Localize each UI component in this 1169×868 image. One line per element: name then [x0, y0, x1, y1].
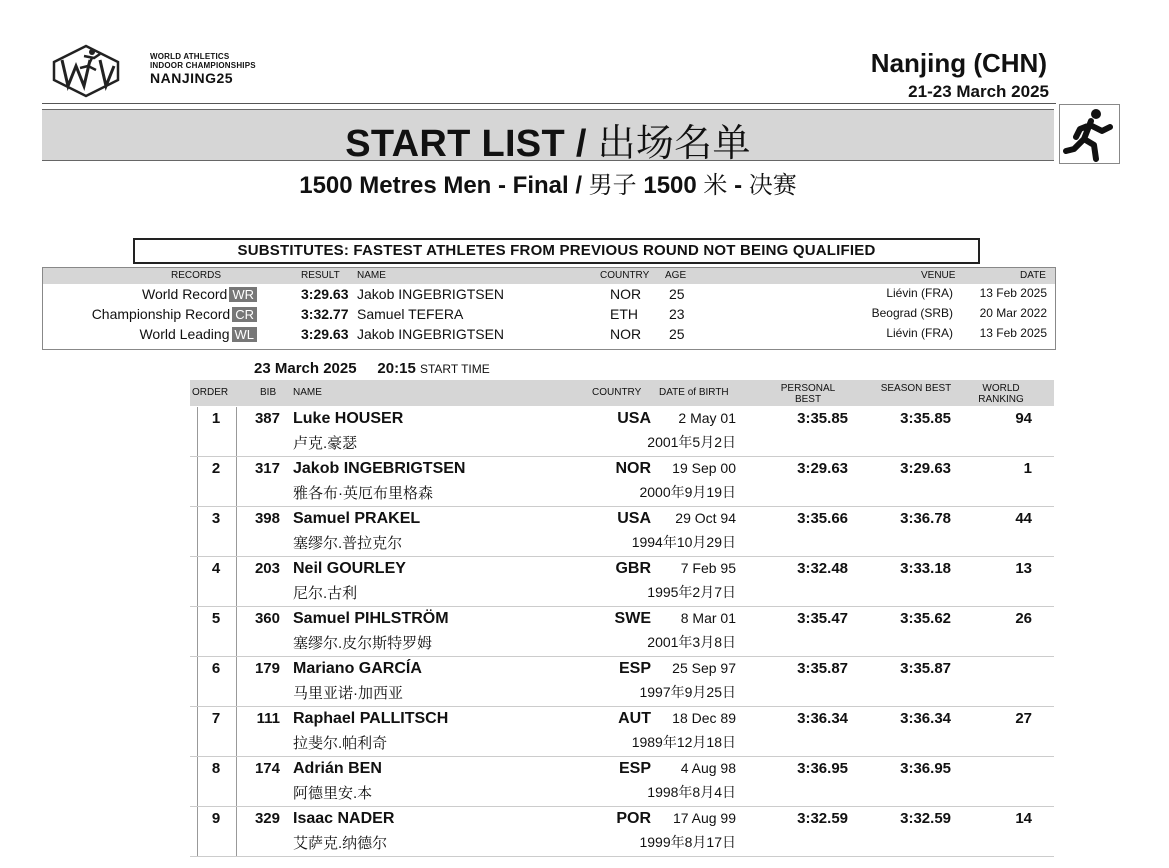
records-table	[42, 267, 1056, 350]
col-order: ORDER	[192, 387, 229, 398]
record-badge: WR	[229, 287, 257, 302]
row-bib: 360	[254, 610, 280, 627]
row-sb: 3:35.62	[900, 610, 951, 627]
row-bib: 317	[254, 460, 280, 477]
row-dob-cn: 1995年2月7日	[647, 584, 736, 600]
row-name-cn: 雅各布·英厄布里格森	[293, 485, 433, 502]
row-order: 3	[211, 510, 221, 527]
row-rank: 13	[1015, 560, 1032, 577]
record-badge: WL	[232, 327, 258, 342]
table-row	[190, 607, 1054, 657]
row-dob-cn: 2001年5月2日	[647, 434, 736, 450]
row-pb: 3:35.87	[797, 660, 848, 677]
row-name: Jakob INGEBRIGTSEN	[293, 460, 466, 477]
row-country: NOR	[615, 460, 651, 477]
start-time-value: 20:15	[377, 360, 416, 377]
record-result: 3:29.63	[301, 326, 349, 342]
record-label	[142, 286, 257, 302]
record-venue: Liévin (FRA)	[886, 326, 953, 340]
row-name-cn: 尼尔.古利	[293, 585, 358, 602]
row-dob-cn: 1998年8月4日	[647, 784, 736, 800]
row-sb: 3:29.63	[900, 460, 951, 477]
row-dob: 7 Feb 95	[680, 560, 736, 576]
row-name: Raphael PALLITSCH	[293, 710, 449, 727]
record-label-text: Championship Record	[91, 306, 231, 322]
row-rank: 44	[1015, 510, 1032, 527]
logo-text	[150, 52, 256, 86]
row-order: 8	[211, 760, 221, 777]
row-pb: 3:35.85	[797, 410, 848, 427]
row-name-cn: 卢克.豪瑟	[293, 435, 358, 452]
row-bib: 329	[254, 810, 280, 827]
header-divider	[42, 103, 1056, 104]
record-row-cr	[43, 306, 1055, 326]
record-country: ETH	[610, 306, 638, 322]
record-name: Jakob INGEBRIGTSEN	[357, 286, 505, 302]
row-sb: 3:32.59	[900, 810, 951, 827]
row-sb: 3:36.78	[900, 510, 951, 527]
row-country: ESP	[618, 660, 651, 677]
row-order: 6	[211, 660, 221, 677]
row-dob-cn: 2001年3月8日	[647, 634, 736, 650]
col-country: COUNTRY	[592, 387, 642, 398]
row-bib: 387	[254, 410, 280, 427]
col-rank: WORLD RANKING	[978, 383, 1024, 405]
row-name-cn: 塞缪尔.皮尔斯特罗姆	[293, 635, 433, 652]
record-age: 23	[669, 306, 685, 322]
table-row	[190, 507, 1054, 557]
col-name: NAME	[293, 387, 322, 398]
row-sb: 3:36.95	[900, 760, 951, 777]
row-pb: 3:32.48	[797, 560, 848, 577]
row-country: AUT	[618, 710, 651, 727]
records-col-date: DATE	[1020, 270, 1046, 281]
row-dob-cn: 2000年9月19日	[639, 484, 736, 500]
runner-icon	[1059, 104, 1120, 164]
row-rank: 14	[1015, 810, 1032, 827]
row-country: GBR	[615, 560, 651, 577]
event-title	[42, 165, 1054, 200]
row-dob-cn: 1997年9月25日	[639, 684, 736, 700]
row-country: SWE	[614, 610, 651, 627]
table-row	[190, 557, 1054, 607]
row-rank: 94	[1015, 410, 1032, 427]
start-time	[254, 360, 490, 377]
row-name-cn: 马里亚诺·加西亚	[293, 685, 403, 702]
row-order: 9	[211, 810, 221, 827]
row-name-cn: 塞缪尔.普拉克尔	[293, 535, 403, 552]
row-dob: 25 Sep 97	[672, 660, 736, 676]
row-dob: 19 Sep 00	[672, 460, 736, 476]
record-row-wr	[43, 286, 1055, 306]
record-country: NOR	[610, 326, 642, 342]
row-order: 2	[211, 460, 221, 477]
row-bib: 203	[254, 560, 280, 577]
row-sb: 3:35.87	[900, 660, 951, 677]
records-col-age: AGE	[665, 270, 687, 281]
record-age: 25	[669, 286, 685, 302]
event-title-dash: -	[734, 172, 749, 199]
row-country: USA	[617, 510, 651, 527]
row-country: POR	[616, 810, 651, 827]
table-row	[190, 707, 1054, 757]
record-name: Jakob INGEBRIGTSEN	[357, 326, 505, 342]
row-bib: 174	[254, 760, 280, 777]
row-country: USA	[617, 410, 651, 427]
row-dob: 18 Dec 89	[672, 710, 736, 726]
page-title-en: START LIST /	[345, 123, 598, 165]
start-date: 23 March 2025	[254, 360, 357, 377]
row-pb: 3:36.95	[797, 760, 848, 777]
record-badge: CR	[232, 307, 257, 322]
row-order: 7	[211, 710, 221, 727]
row-pb: 3:36.34	[797, 710, 848, 727]
col-pb: PERSONAL BEST	[780, 383, 836, 405]
record-venue: Liévin (FRA)	[886, 286, 953, 300]
row-dob-cn: 1989年12月18日	[631, 734, 736, 750]
record-date: 13 Feb 2025	[979, 286, 1047, 300]
row-sb: 3:35.85	[900, 410, 951, 427]
record-label	[139, 326, 257, 342]
row-dob: 29 Oct 94	[675, 510, 736, 526]
startlist-header	[190, 380, 1054, 406]
record-result: 3:32.77	[301, 306, 349, 322]
row-pb: 3:35.66	[797, 510, 848, 527]
row-bib: 398	[254, 510, 280, 527]
row-name: Samuel PRAKEL	[293, 510, 421, 527]
row-order: 5	[211, 610, 221, 627]
record-venue: Beograd (SRB)	[871, 306, 953, 320]
row-rank: 27	[1015, 710, 1032, 727]
row-dob-cn: 1994年10月29日	[631, 534, 736, 550]
col-bib: BIB	[260, 387, 277, 398]
row-sb: 3:36.34	[900, 710, 951, 727]
row-name: Adrián BEN	[293, 760, 382, 777]
page-title-cn: 出场名单	[597, 123, 751, 165]
record-name: Samuel TEFERA	[357, 306, 464, 322]
row-name: Samuel PIHLSTRÖM	[293, 610, 449, 627]
row-bib: 179	[254, 660, 280, 677]
record-age: 25	[669, 326, 685, 342]
col-sb: SEASON BEST	[880, 383, 952, 394]
row-pb: 3:32.59	[797, 810, 848, 827]
row-name: Neil GOURLEY	[293, 560, 406, 577]
substitutes-note: SUBSTITUTES: FASTEST ATHLETES FROM PREVIOUS ROUND NOT BEING QUALIFIED	[133, 238, 980, 264]
row-country: ESP	[618, 760, 651, 777]
row-bib: 111	[256, 710, 280, 727]
event-title-en: 1500 Metres Men - Final /	[299, 172, 589, 199]
row-dob: 8 Mar 01	[680, 610, 736, 626]
row-pb: 3:35.47	[797, 610, 848, 627]
start-time-label: START TIME	[419, 362, 490, 376]
record-result: 3:29.63	[301, 286, 349, 302]
record-label-text: World Leading	[139, 326, 230, 342]
record-country: NOR	[610, 286, 642, 302]
row-name: Mariano GARCÍA	[293, 660, 422, 677]
record-row-wl	[43, 326, 1055, 346]
table-row	[190, 457, 1054, 507]
row-rank: 1	[1023, 460, 1032, 477]
row-dob-cn: 1999年8月17日	[639, 834, 736, 850]
row-name-cn: 阿德里安.本	[293, 785, 373, 802]
records-col-venue: VENUE	[921, 270, 956, 281]
row-order: 4	[211, 560, 221, 577]
row-name-cn: 拉斐尔.帕利奇	[293, 735, 388, 752]
table-row	[190, 757, 1054, 807]
row-order: 1	[211, 410, 221, 427]
row-rank: 26	[1015, 610, 1032, 627]
record-label-text: World Record	[142, 286, 228, 302]
event-title-cn-3: 决赛	[748, 172, 797, 199]
table-row	[190, 657, 1054, 707]
table-row	[190, 807, 1054, 857]
row-name-cn: 艾萨克.纳德尔	[293, 835, 388, 852]
records-header	[43, 268, 1055, 284]
event-logo	[48, 42, 124, 100]
records-col-result: RESULT	[301, 270, 340, 281]
event-title-cn-1: 男子	[588, 172, 644, 199]
logo-line-2: INDOOR CHAMPIONSHIPS	[150, 61, 256, 70]
event-title-distance: 1500	[643, 172, 697, 199]
col-dob: DATE of BIRTH	[659, 387, 729, 398]
event-title-cn-2: 米	[696, 172, 735, 199]
row-dob: 17 Aug 99	[672, 810, 736, 826]
table-row	[190, 407, 1054, 457]
row-pb: 3:29.63	[797, 460, 848, 477]
record-date: 13 Feb 2025	[979, 326, 1047, 340]
row-name: Luke HOUSER	[293, 410, 404, 427]
row-dob: 4 Aug 98	[680, 760, 736, 776]
record-date: 20 Mar 2022	[979, 306, 1047, 320]
row-name: Isaac NADER	[293, 810, 395, 827]
record-label	[92, 306, 257, 322]
venue-name: Nanjing (CHN)	[870, 48, 1047, 78]
venue-dates: 21-23 March 2025	[908, 82, 1049, 101]
logo-line-1: WORLD ATHLETICS	[150, 52, 230, 61]
records-col-country: COUNTRY	[600, 270, 650, 281]
row-dob: 2 May 01	[678, 410, 736, 426]
records-col-records: RECORDS	[171, 270, 222, 281]
page-title	[42, 112, 1054, 167]
logo-line-3: NANJING25	[150, 70, 234, 86]
row-sb: 3:33.18	[900, 560, 951, 577]
records-col-name: NAME	[357, 270, 386, 281]
